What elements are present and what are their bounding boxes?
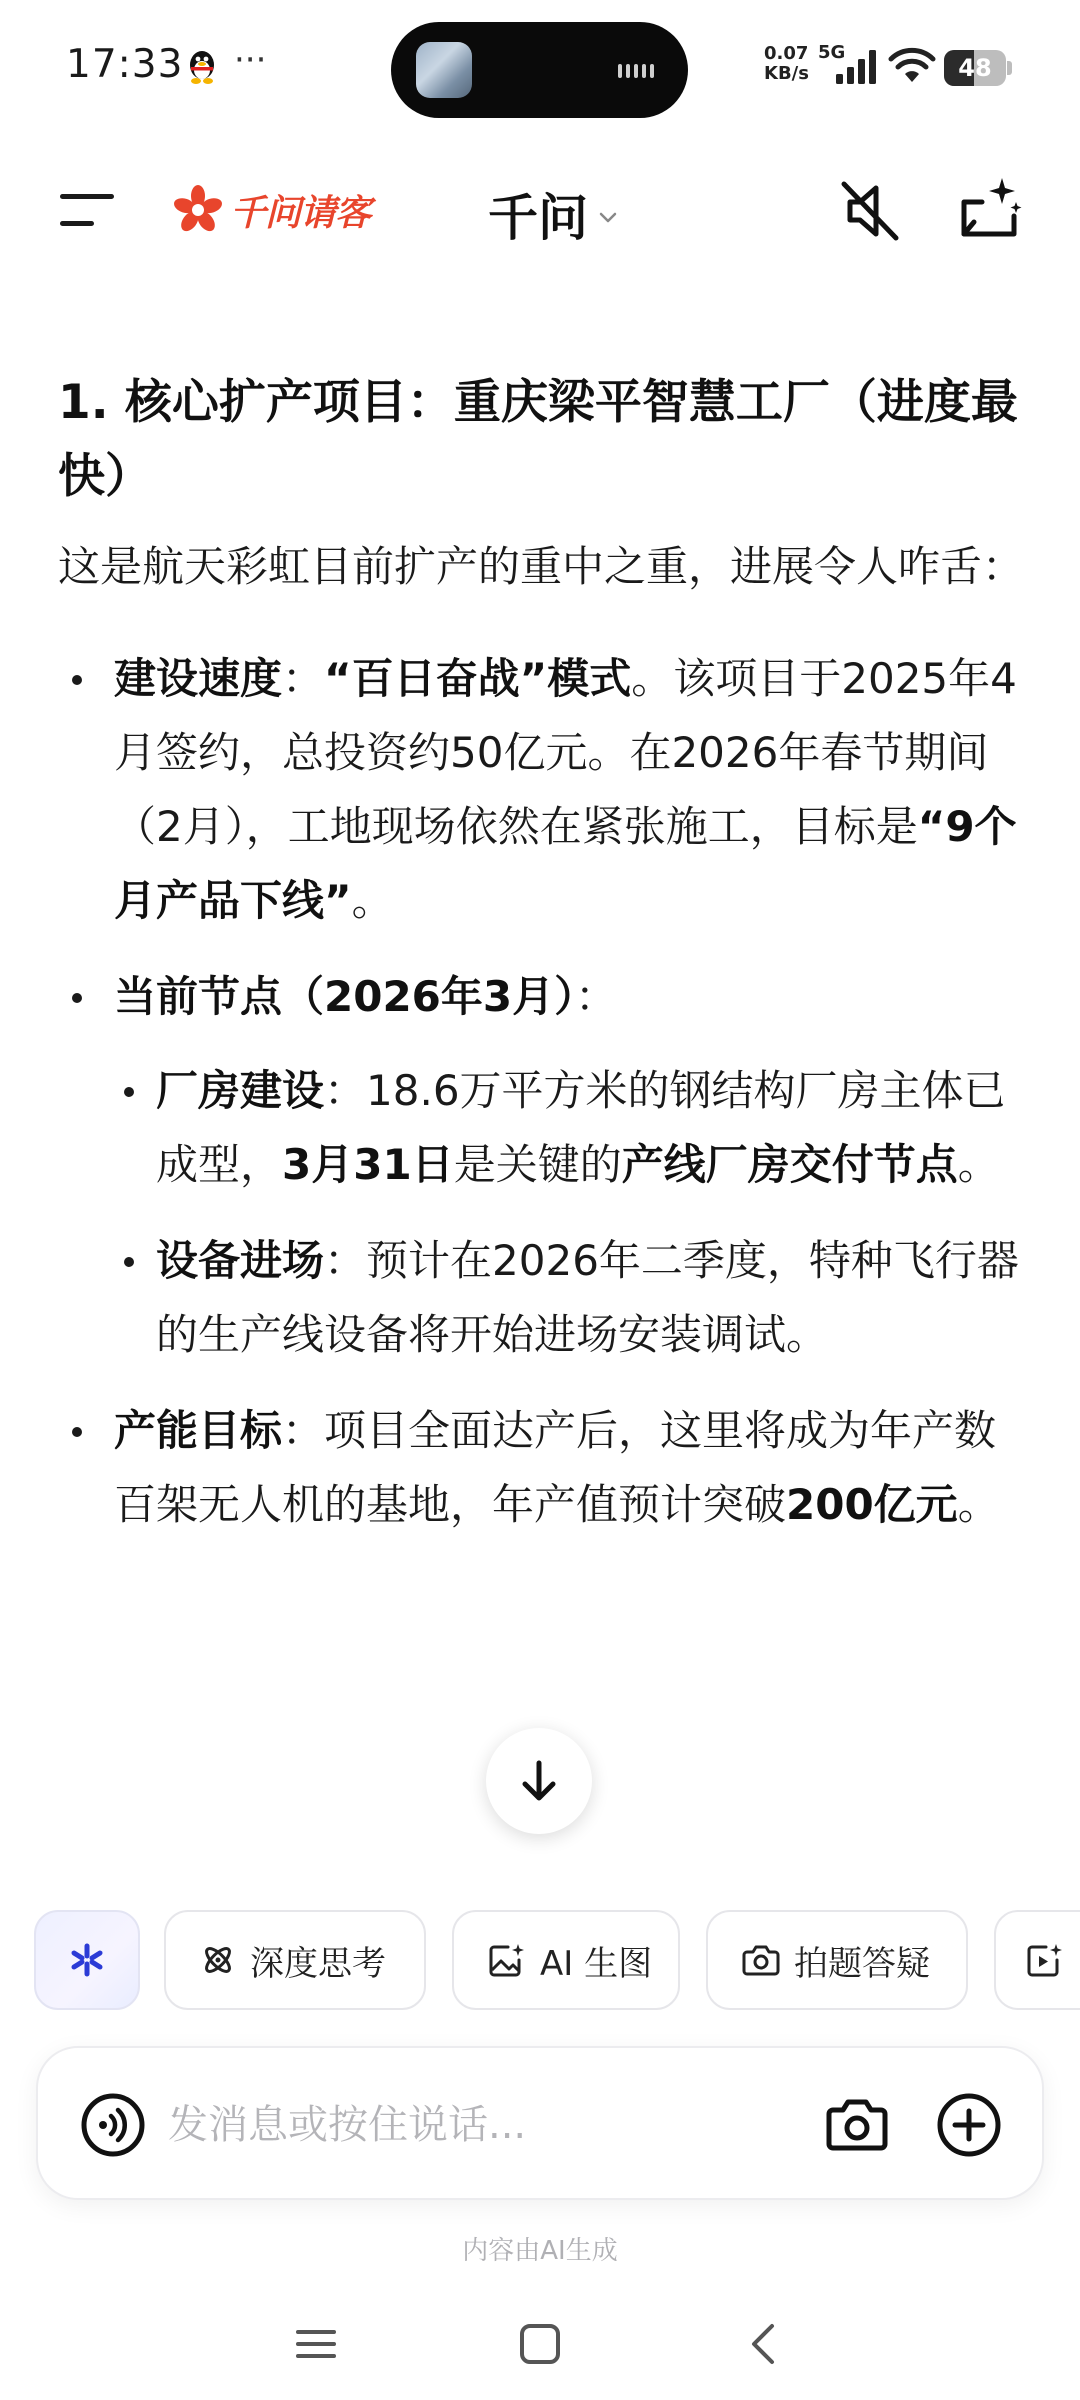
bullet-list (58, 642, 1028, 1542)
network-speed-unit: KB/s (764, 63, 809, 84)
new-chat-sparkle-icon[interactable] (952, 172, 1026, 246)
wifi-icon (888, 46, 936, 84)
video-chip[interactable] (994, 1910, 1080, 2010)
camera-question-icon (742, 1943, 780, 1977)
camera-icon[interactable] (824, 2092, 890, 2158)
network-speed (764, 44, 809, 84)
message-input[interactable] (168, 2086, 808, 2164)
flower-logo-icon (172, 184, 224, 236)
bullet-text: 。该项目于2025年4月签约，总投资约50亿元。在2026年春节期间（2月），工地现场依然在紧张施工，目标是 (114, 654, 1017, 851)
sub-sep: ： (324, 1236, 367, 1285)
promo-logo[interactable] (172, 180, 370, 240)
bullet-text: 项目全面达产后，这里将成为年产数百架无人机的基地，年产值预计突破 (114, 1406, 997, 1529)
bold-phrase: 200亿元 (786, 1480, 958, 1529)
voice-wave-icon[interactable] (80, 2092, 146, 2158)
section-heading: 1. 核心扩产项目：重庆梁平智慧工厂（进度最快） (58, 375, 1018, 504)
asterisk-spark-icon (67, 1940, 107, 1980)
sub-text: 预计在2026年二季度，特种飞行器的生产线设备将开始进场安装调试。 (156, 1236, 1019, 1359)
bullet-label: 当前节点（2026年3月） (114, 972, 576, 1021)
app-header (0, 150, 1080, 270)
status-bar (0, 0, 1080, 130)
status-time: 17:33 (66, 42, 184, 87)
bullet-end: 。 (351, 876, 394, 925)
speaker-muted-icon[interactable] (836, 176, 906, 246)
bold-phrase: “百日奋战”模式 (324, 654, 632, 703)
recents-icon[interactable] (292, 2320, 340, 2368)
app-title: 千问 (488, 189, 588, 247)
battery-percent: 48 (958, 54, 992, 82)
sub-text: 是关键的 (453, 1140, 622, 1189)
arrow-down-icon (517, 1757, 561, 1805)
sub-list (114, 1054, 1028, 1372)
assistant-message (58, 366, 1028, 1564)
audio-bars-icon (618, 62, 654, 78)
sub-label: 厂房建设 (156, 1066, 325, 1115)
list-item-capacity-goal (58, 1394, 1028, 1542)
sub-end: 。 (957, 1140, 1000, 1189)
dynamic-island[interactable] (391, 22, 688, 118)
system-nav-bar (0, 2290, 1080, 2400)
signal-icon (836, 50, 880, 84)
back-icon[interactable] (740, 2318, 788, 2370)
logo-text: 千问请客 (230, 192, 371, 234)
network-speed-value: 0.07 (764, 43, 809, 64)
media-thumbnail (416, 42, 472, 98)
menu-icon[interactable] (56, 188, 120, 232)
video-spark-icon (1026, 1942, 1064, 1978)
battery-indicator (944, 50, 1012, 86)
deep-think-icon (200, 1942, 236, 1978)
home-icon[interactable] (516, 2320, 564, 2368)
model-selector[interactable] (488, 178, 618, 250)
bold-phrase: 3月31日 (282, 1140, 454, 1189)
bullet-end: 。 (957, 1480, 1000, 1529)
list-item-build-speed (58, 642, 1028, 938)
sub-label: 设备进场 (156, 1236, 325, 1285)
ai-disclaimer: 内容由AI生成 (462, 2236, 618, 2266)
scroll-to-bottom-button[interactable] (486, 1728, 592, 1834)
sub-item-equipment (114, 1224, 1028, 1372)
plus-circle-icon[interactable] (936, 2092, 1002, 2158)
sub-item-plant-construction (114, 1054, 1028, 1202)
bullet-sep: ： (575, 972, 618, 1021)
bold-phrase: “9个月产品下线” (114, 802, 1017, 925)
message-composer (36, 2046, 1044, 2200)
chip-label: 拍题答疑 (794, 1943, 930, 1984)
photo-qa-chip[interactable] (706, 1910, 968, 2010)
bullet-sep: ： (282, 1406, 325, 1455)
bold-phrase: 产线厂房交付节点 (621, 1140, 958, 1189)
bullet-label: 产能目标 (114, 1406, 283, 1455)
intro-paragraph: 这是航天彩虹目前扩产的重中之重，进展令人咋舌： (58, 542, 1025, 591)
status-more-indicator: ··· (234, 40, 267, 80)
bullet-sep: ： (282, 654, 325, 703)
sub-sep: ： (324, 1066, 367, 1115)
ai-assistant-chip[interactable] (34, 1910, 140, 2010)
ai-image-chip[interactable] (452, 1910, 680, 2010)
quick-action-chips (34, 1910, 1080, 2010)
qq-penguin-icon (184, 48, 220, 86)
chip-label: 深度思考 (250, 1943, 386, 1984)
deep-think-chip[interactable] (164, 1910, 426, 2010)
chip-label: AI 生图 (540, 1943, 653, 1984)
network-type: 5G (818, 42, 846, 63)
list-item-current-node (58, 960, 1028, 1372)
image-spark-icon (488, 1942, 526, 1978)
sub-text: 18.6万平方米的钢结构厂房主体已成型， (156, 1066, 1006, 1189)
bullet-label: 建设速度 (114, 654, 283, 703)
chevron-down-icon (598, 211, 618, 225)
